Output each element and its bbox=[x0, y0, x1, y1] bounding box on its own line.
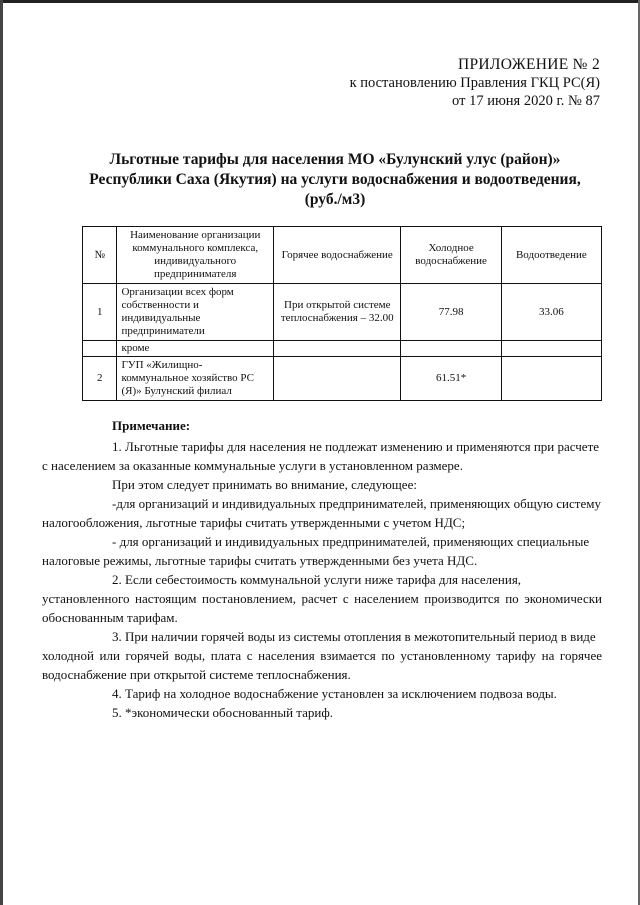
note-paragraph: 5. *экономически обоснованный тариф. bbox=[112, 705, 334, 720]
table-header-row bbox=[83, 227, 602, 284]
header-drainage: Водоотведение bbox=[501, 227, 601, 284]
cell-drainage: 33.06 bbox=[501, 284, 601, 341]
note-paragraph: - для организаций и индивидуальных предпринимателей, применяющих специальные bbox=[112, 534, 590, 549]
cell-except-label: кроме bbox=[117, 341, 274, 357]
cell-empty bbox=[274, 341, 401, 357]
note-1-line-1: 1. Льготные тарифы для населения не подлежат изменению и применяются при расчете bbox=[112, 439, 600, 454]
scan-top-edge bbox=[0, 0, 640, 3]
cell-empty bbox=[401, 341, 501, 357]
appendix-block bbox=[350, 56, 600, 110]
document-title bbox=[70, 150, 600, 210]
notes-section bbox=[42, 416, 602, 722]
note-paragraph-cont: налогообложения, льготные тарифы считать утвержденными с учетом НДС; bbox=[42, 515, 466, 530]
note-paragraph-cont: с населением за оказанные коммунальные услуги в установленном размере. bbox=[42, 458, 463, 473]
cell-drainage bbox=[501, 357, 601, 401]
scan-left-edge bbox=[0, 0, 3, 905]
header-cold-water: Холодное водоснабжение bbox=[401, 227, 501, 284]
appendix-line-1: к постановлению Правления ГКЦ РС(Я) bbox=[349, 75, 600, 91]
appendix-line-2: от 17 июня 2020 г. № 87 bbox=[452, 93, 600, 109]
cell-hot-water bbox=[274, 357, 401, 401]
cell-num: 1 bbox=[83, 284, 117, 341]
notes-header: Примечание: bbox=[112, 418, 191, 433]
note-paragraph-cont: установленного настоящим постановлением, расчет с населением производится по экономически обоснованным тарифам. bbox=[42, 591, 602, 625]
title-line-2: Республики Саха (Якутия) на услуги водоснабжения и водоотведения, bbox=[89, 171, 581, 188]
note-paragraph bbox=[112, 437, 602, 456]
note-paragraph: 2. Если себестоимость коммунальной услуги ниже тарифа для населения, bbox=[112, 572, 522, 587]
title-line-1: Льготные тарифы для населения МО «Булунский улус (район)» bbox=[109, 151, 561, 168]
header-num: № bbox=[83, 227, 117, 284]
table-except-row bbox=[83, 341, 602, 357]
title-line-3: (руб./м3) bbox=[304, 191, 366, 208]
note-paragraph: При этом следует принимать во внимание, следующее: bbox=[112, 477, 417, 492]
appendix-title: ПРИЛОЖЕНИЕ № 2 bbox=[457, 56, 600, 73]
note-paragraph: -для организаций и индивидуальных предпринимателей, применяющих общую систему bbox=[112, 496, 601, 511]
header-org: Наименование организации коммунального комплекса, индивидуального предпринимателя bbox=[117, 227, 274, 284]
cell-hot-water: При открытой системе теплоснабжения – 32.00 bbox=[274, 284, 401, 341]
note-paragraph-cont: холодной или горячей воды, плата с населения взимается по установленному тарифу на горячее водоснабжение при открытой системе теплоснабжения. bbox=[42, 648, 602, 682]
note-paragraph-cont: налоговые режимы, льготные тарифы считать утвержденными без учета НДС. bbox=[42, 553, 478, 568]
note-paragraph: 3. При наличии горячей воды из системы отопления в межотопительный период в виде bbox=[112, 629, 596, 644]
note-paragraph: 4. Тариф на холодное водоснабжение установлен за исключением подвоза воды. bbox=[112, 686, 557, 701]
cell-empty bbox=[501, 341, 601, 357]
header-hot-water: Горячее водоснабжение bbox=[274, 227, 401, 284]
cell-num: 2 bbox=[83, 357, 117, 401]
cell-cold-water: 61.51* bbox=[401, 357, 501, 401]
cell-org: ГУП «Жилищно-коммунальное хозяйство РС (Я)» Булунский филиал bbox=[117, 357, 274, 401]
table-row bbox=[83, 357, 602, 401]
cell-cold-water: 77.98 bbox=[401, 284, 501, 341]
table-row bbox=[83, 284, 602, 341]
cell-empty bbox=[83, 341, 117, 357]
cell-org: Организации всех форм собственности и индивидуальные предприниматели bbox=[117, 284, 274, 341]
tariff-table bbox=[82, 226, 602, 401]
